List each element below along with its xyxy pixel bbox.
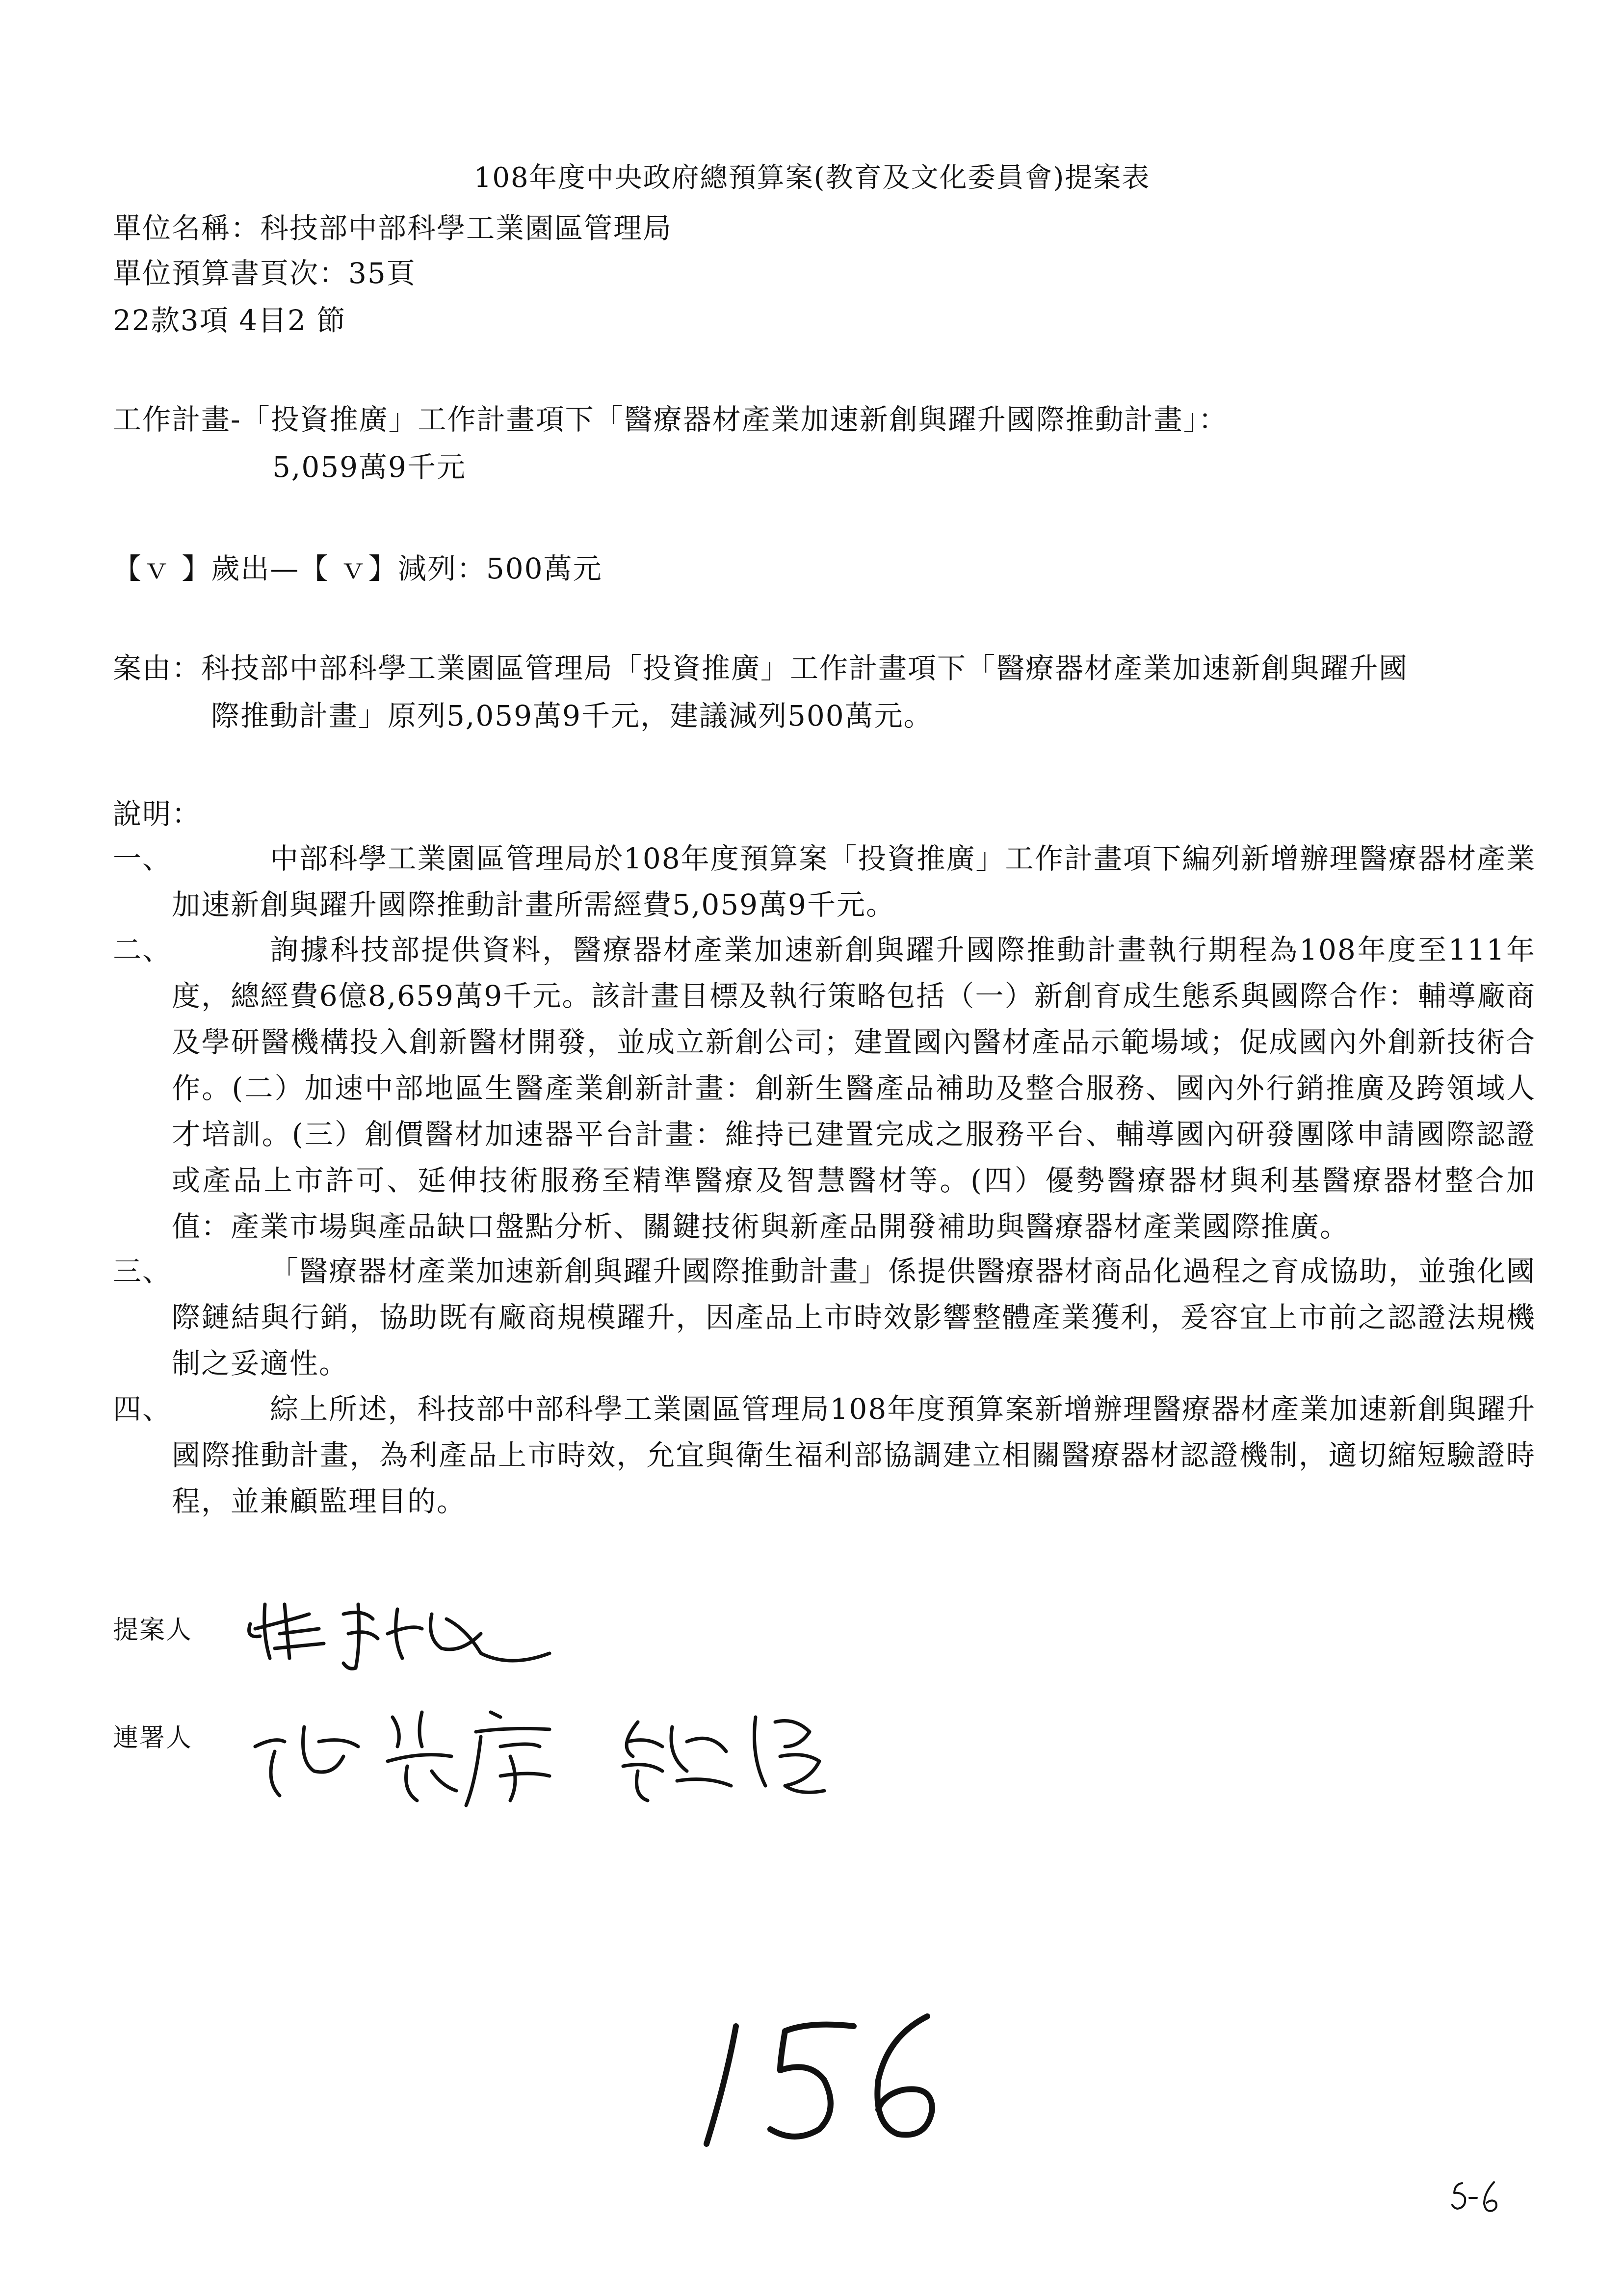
page-number [697, 2007, 952, 2164]
item-number: 二、 [113, 933, 172, 966]
item-text: 「醫療器材產業加速新創與躍升國際推動計畫」係提供醫療器材商品化過程之育成協助，並強化國際鏈結與行銷，協助既有廠商規模躍升，因產品上市時效影響整體產業獲利，爰容宜上市前之認證法規機制之妥適性。 [172, 1254, 1536, 1380]
explanation-item [113, 927, 1536, 1250]
explanation-label: 說明： [113, 797, 202, 831]
budget-page: 單位預算書頁次：35頁 [113, 257, 416, 290]
document-title: 108年度中央政府總預算案(教育及文化委員會)提案表 [473, 162, 1151, 194]
corner-mark [1447, 2173, 1506, 2222]
budget-section: 22款3項 4目2 節 [113, 304, 346, 337]
reason-line-2: 際推動計畫」原列5,059萬9千元，建議減列500萬元。 [211, 699, 933, 732]
unit-name: 單位名稱：科技部中部科學工業園區管理局 [113, 211, 673, 245]
proposer-label: 提案人 [113, 1616, 193, 1645]
item-number: 四、 [113, 1392, 172, 1426]
item-number: 三、 [113, 1254, 172, 1288]
explanation-item [113, 1248, 1536, 1386]
work-plan-amount: 5,059萬9千元 [272, 450, 466, 484]
work-plan-line: 工作計畫-「投資推廣」工作計畫項下「醫療器材產業加速新創與躍升國際推動計畫」： [113, 403, 1228, 436]
item-text: 綜上所述，科技部中部科學工業園區管理局108年度預算案新增辦理醫療器材產業加速新創與躍升國際推動計畫，為利產品上市時效，允宜與衛生福利部協調建立相關醫療器材認證機制，適切縮短驗證時程，並兼顧監理目的。 [172, 1392, 1536, 1518]
item-number: 一、 [113, 842, 172, 875]
cosigner-signatures [245, 1683, 883, 1820]
action-line: 【ｖ 】歲出—【 ｖ】減列：500萬元 [113, 552, 602, 585]
explanation-item [113, 835, 1536, 928]
item-text: 詢據科技部提供資料，醫療器材產業加速新創與躍升國際推動計畫執行期程為108年度至111年度，總經費6億8,659萬9千元。該計畫目標及執行策略包括（一）新創育成生態系與國際合作：輔導廠商及學研醫機構投入創新醫材開發，並成立新創公司；建置國內醫材產品示範場域；促成國內外創新技術合作。(二）加速中部地區生醫產業創新計畫：創新生醫產品補助及整合服務、國內外行銷推廣及跨領域人才培訓。(三）創價醫材加速器平台計畫：維持已建置完成之服務平台、輔導國內研發團隊申請國際認證或產品上市許可、延伸技術服務至精準醫療及智慧醫材等。(四）優勢醫療器材與利基醫療器材整合加值：產業市場與產品缺口盤點分析、關鍵技術與新產品開發補助與醫療器材產業國際推廣。 [172, 933, 1536, 1243]
cosigner-label: 連署人 [113, 1723, 193, 1753]
explanation-item [113, 1386, 1536, 1524]
reason-line-1: 案由：科技部中部科學工業園區管理局「投資推廣」工作計畫項下「醫療器材產業加速新創與躍升國 [113, 652, 1409, 685]
item-text: 中部科學工業園區管理局於108年度預算案「投資推廣」工作計畫項下編列新增辦理醫療器材產業加速新創與躍升國際推動計畫所需經費5,059萬9千元。 [172, 842, 1536, 921]
proposer-signature [236, 1585, 579, 1683]
